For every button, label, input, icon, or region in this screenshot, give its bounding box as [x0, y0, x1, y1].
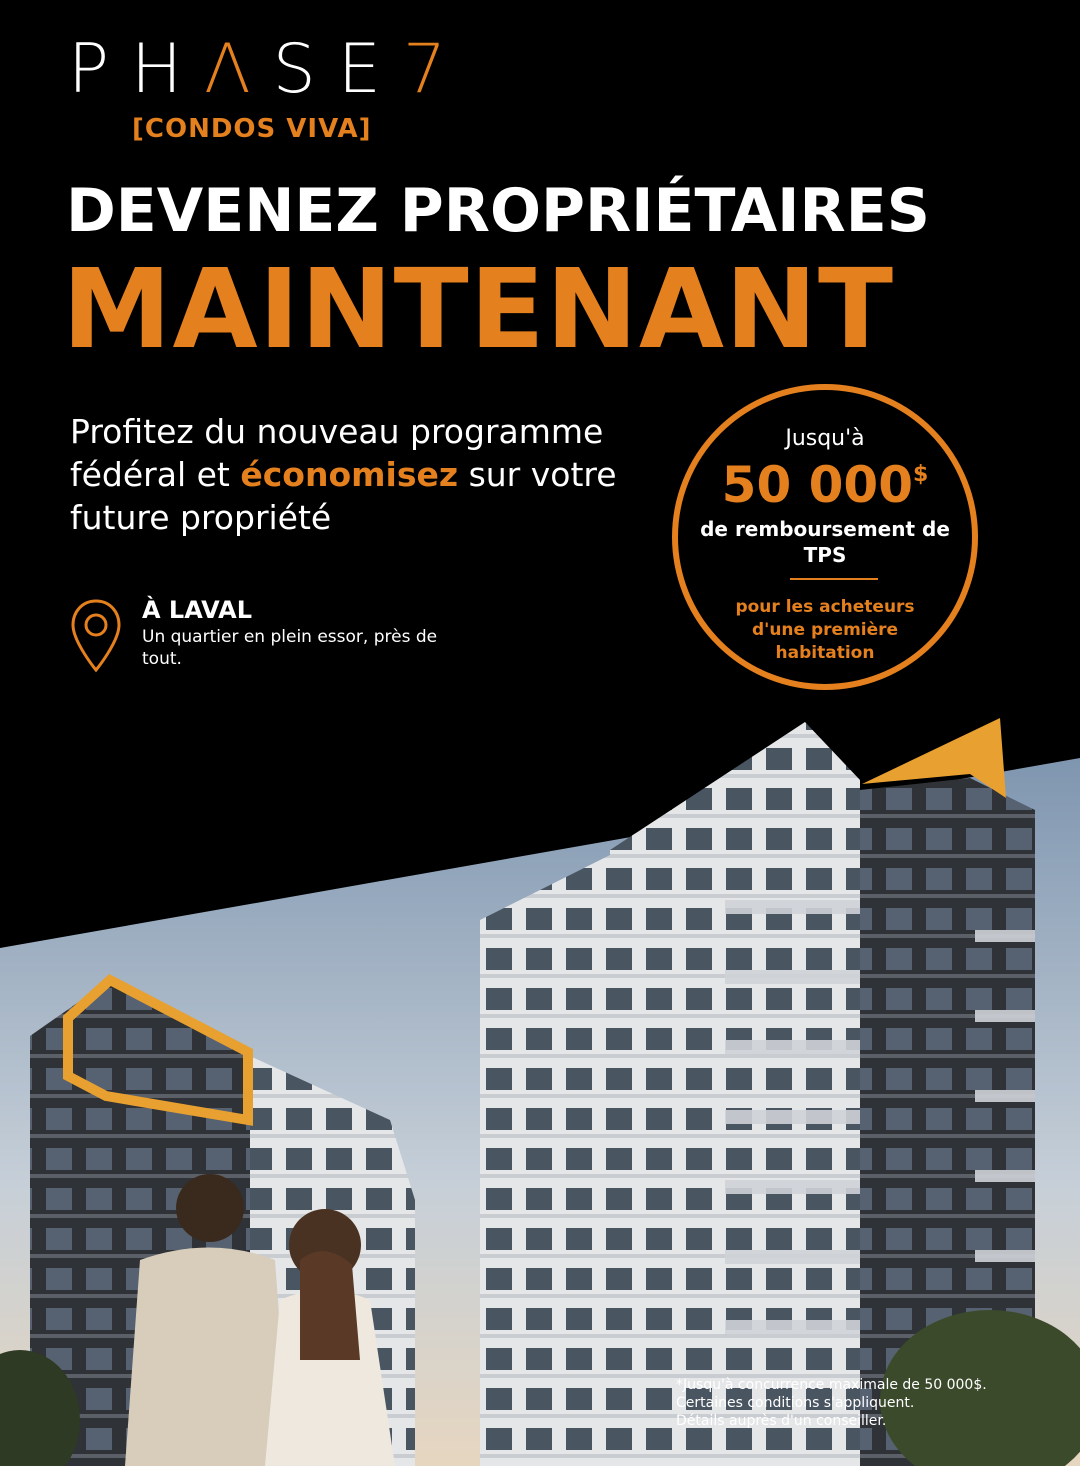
brand-subtitle: [CONDOS VIVA] [132, 114, 372, 144]
brand-name-main: PH [68, 30, 205, 109]
building-illustration [0, 700, 1080, 1466]
location-block [70, 596, 450, 676]
badge-top: Jusqu'à [785, 426, 865, 451]
disclaimer-line-2: Certaines conditions s'appliquent. [676, 1395, 915, 1411]
badge-subtitle: de remboursement de TPS [700, 517, 950, 567]
intro-before: Profitez du nouveau programme fédéral et [70, 412, 604, 494]
brand-name-accent: Λ [204, 30, 273, 109]
badge-amount: 50 000 [721, 456, 914, 514]
brand-logo [68, 30, 469, 110]
intro-text [70, 410, 680, 539]
badge-divider [790, 578, 878, 580]
disclaimer [676, 1376, 1066, 1430]
brand-name-number: 7 [402, 30, 469, 109]
intro-after: sur votre future propriété [70, 455, 617, 537]
intro-highlight: économisez [240, 455, 459, 494]
badge-note: pour les acheteurs d'une première habitation [735, 597, 915, 663]
badge-amount-wrap [678, 456, 972, 514]
disclaimer-line-3: Détails auprès d'un conseiller. [676, 1413, 887, 1429]
location-description: Un quartier en plein essor, près de tout. [142, 627, 438, 669]
headline-line-2: MAINTENANT [62, 245, 895, 373]
rebate-badge [672, 384, 978, 690]
badge-currency: $ [913, 462, 929, 487]
disclaimer-line-1: *Jusqu'à concurrence maximale de 50 000$. [676, 1377, 987, 1393]
headline-line-1: DEVENEZ PROPRIÉTAIRES [66, 176, 930, 246]
map-pin-icon [70, 598, 122, 674]
brand-name-tail: SE [272, 30, 403, 109]
location-title: À LAVAL [142, 596, 252, 624]
